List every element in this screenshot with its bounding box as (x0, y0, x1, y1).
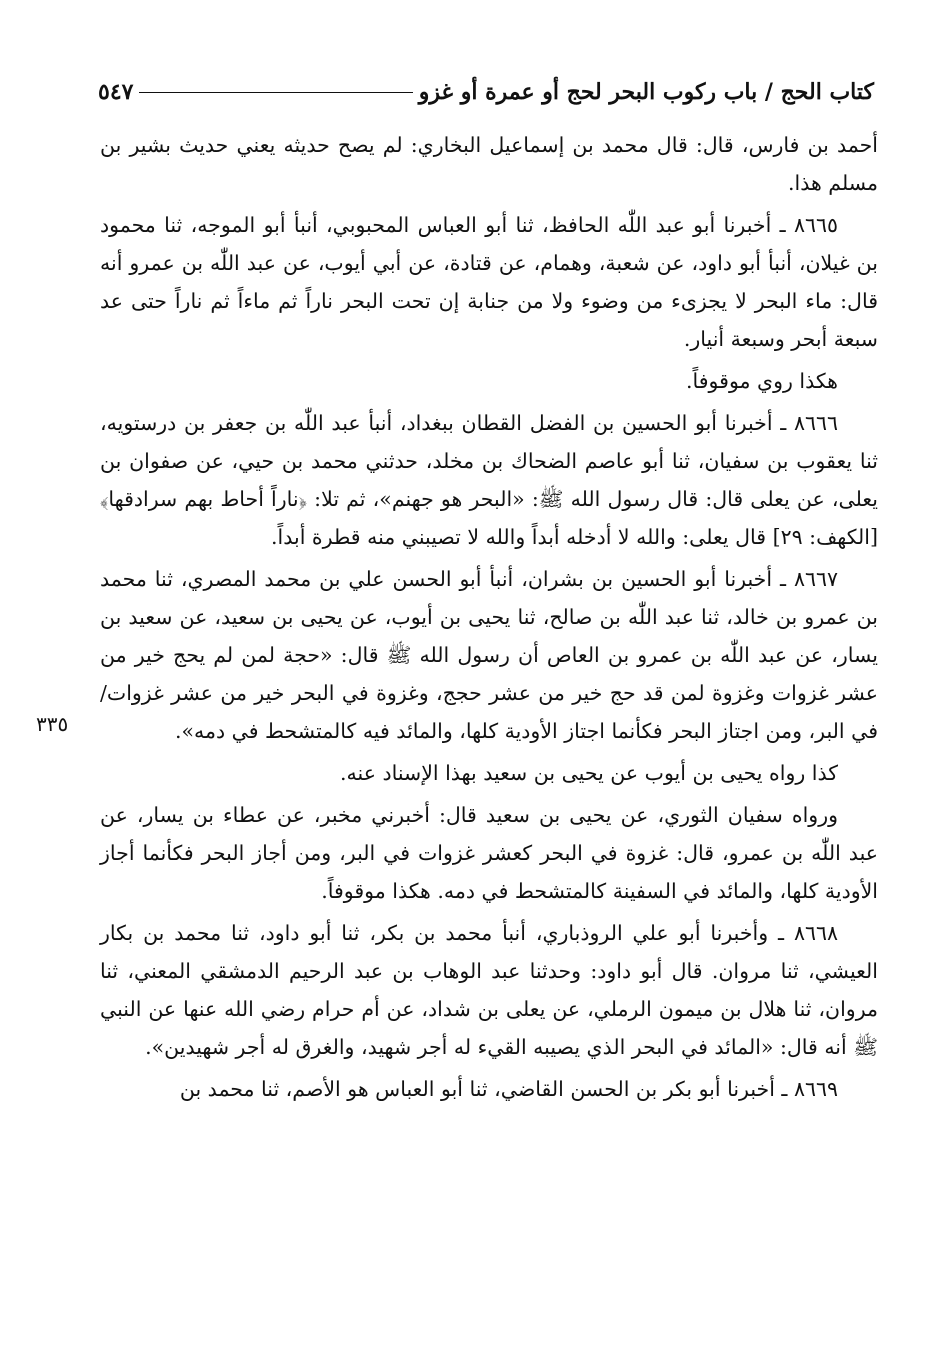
main-text (100, 126, 878, 1112)
note-riwaya-yahya: كذا رواه يحيى بن أيوب عن يحيى بن سعيد بهذا الإسناد عنه. (340, 761, 838, 785)
hadith-8667: ٨٦٦٧ ـ أخبرنا أبو الحسين بن بشران، أنبأ أبو الحسن علي بن محمد المصري، ثنا محمد بن عمرو بن خالد، ثنا عبد اللّٰه بن صالح، ثنا يحيى بن أيوب، عن يحيى بن سعيد، عن سعيد بن يسار، عن عبد اللّٰه بن عمرو بن العاص أن رسول الله ﷺ قال: «حجة لمن لم يحج خير من عشر غزوات وغزوة لمن قد حج خير من عشر حجج، وغزوة في البحر خير من عشر غزوات/ في البر، ومن اجتاز البحر فكأنما اجتاز الأودية كلها، والمائد فيه كالمتشحط في دمه». (100, 567, 878, 743)
hadith-8669: ٨٦٦٩ ـ أخبرنا أبو بكر بن الحسن القاضي، ثنا أبو العباس هو الأصم، ثنا محمد بن (179, 1077, 838, 1101)
hadith-8666: ٨٦٦٦ ـ أخبرنا أبو الحسين بن الفضل القطان ببغداد، أنبأ عبد اللّٰه بن جعفر بن درستويه، ثنا يعقوب بن سفيان، ثنا أبو عاصم الضحاك بن مخلد، حدثني محمد بن حيي، عن صفوان بن يعلى، عن يعلى قال: قال رسول الله ﷺ: «البحر هو جهنم»، ثم تلا: ﴿ناراً أحاط بهم سرادقها﴾ [الكهف: ٢٩] قال يعلى: والله لا أدخله أبداً والله لا تصيبني منه قطرة أبداً. (100, 411, 878, 549)
header-rule (139, 92, 412, 93)
margin-volume-page: ٣٣٥ (36, 712, 69, 736)
hadith-8668: ٨٦٦٨ ـ وأخبرنا أبو علي الروذباري، أنبأ محمد بن بكر، ثنا أبو داود، ثنا محمد بن بكار العيشي، ثنا مروان. قال أبو داود: وحدثنا عبد الوهاب بن عبد الرحيم الدمشقي المعني، ثنا مروان، ثنا هلال بن ميمون الرملي، عن يعلى بن شداد، عن أم حرام رضي الله عنها عن النبي ﷺ أنه قال: «المائد في البحر الذي يصيبه القيء له أجر شهيد، والغرق له أجر شهيدين». (100, 921, 878, 1059)
running-title: كتاب الحج / باب ركوب البحر لحج أو عمرة أو غزو (418, 79, 874, 105)
note-riwaya-sufyan: ورواه سفيان الثوري، عن يحيى بن سعيد قال: أخبرني مخبر، عن عطاء بن يسار، عن عبد اللّٰه بن عمرو، قال: غزوة في البحر كعشر غزوات في البر، ومن أجاز البحر فكأنما أجاز الأودية كلها، والمائد في السفينة كالمتشحط في دمه. هكذا موقوفاً. (100, 803, 878, 903)
paragraph-continuation: أحمد بن فارس، قال: قال محمد بن إسماعيل البخاري: لم يصح حديثه يعني حديث بشير بن مسلم هذا. (100, 133, 878, 195)
page-header (98, 72, 874, 112)
note-mawquf: هكذا روي موقوفاً. (686, 369, 838, 393)
hadith-8665: ٨٦٦٥ ـ أخبرنا أبو عبد اللّٰه الحافظ، ثنا أبو العباس المحبوبي، أنبأ أبو الموجه، ثنا محمود بن غيلان، أنبأ أبو داود، عن شعبة، وهمام، عن قتادة، عن أبي أيوب، عن عبد اللّٰه بن عمرو أنه قال: ماء البحر لا يجزىء من وضوء ولا من جنابة إن تحت البحر ناراً ثم ماءاً ثم ناراً حتى عد سبعة أبحر وسبعة أنيار. (100, 213, 878, 351)
page-number: ٥٤٧ (98, 79, 134, 105)
